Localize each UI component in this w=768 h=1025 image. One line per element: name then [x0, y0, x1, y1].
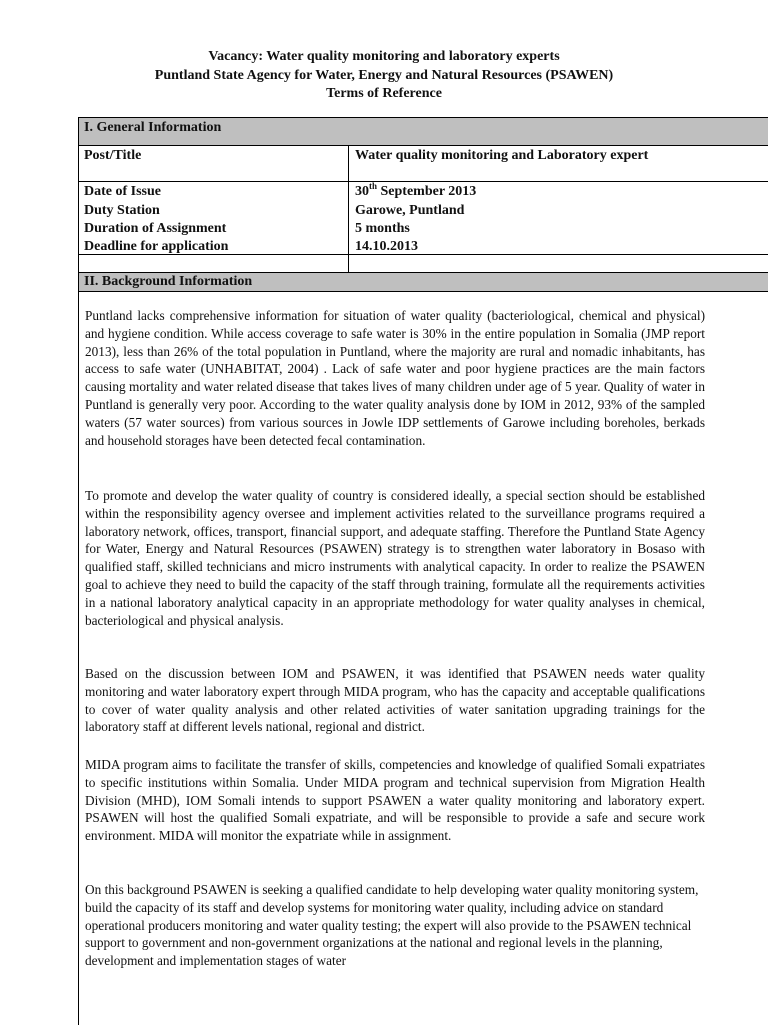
table-row-duty-station	[79, 201, 768, 219]
paragraph: To promote and develop the water quality of country is considered ideally, a special section should be established within the responsibility agency oversee and implement activities related to the surveillance programs required a laboratory network, offices, transport, financial support, and adequate staffing. Therefore the Puntland State Agency for Water, Energy and Natural Resources (PSAWEN) strategy is to strengthen water laboratory in Bosaso with qualified staff, skilled technicians and micro instruments with analytical capacity. In order to realize the PSAWEN goal to achieve they need to build the capacity of the staff through training, formulate all the requirements activities in a national laboratory analytical capacity in an appropriate methodology for water quality analyses in chemical, bacteriological and physical analysis.	[85, 488, 705, 628]
row-label: Post/Title	[79, 146, 349, 181]
row-label: Duty Station	[79, 201, 349, 219]
row-value	[349, 182, 768, 201]
paragraph: Based on the discussion between IOM and PSAWEN, it was identified that PSAWEN needs water quality monitoring and water laboratory expert through MIDA program, who has the capacity and acceptable qualifications to cover of water quality analysis and other related activities of water sanitation upgrading trainings for the laboratory staff at different levels national, regional and district.	[85, 666, 705, 735]
row-value: Garowe, Puntland	[355, 203, 465, 218]
table-row-post-title	[79, 146, 768, 182]
vacancy-title: Vacancy: Water quality monitoring and laboratory experts	[208, 49, 560, 64]
table-row-deadline	[79, 237, 768, 255]
date-rest: September 2013	[377, 184, 477, 199]
row-value-empty	[349, 255, 768, 272]
paragraph: Puntland lacks comprehensive information for situation of water quality (bacteriological, chemical and physical) and hygiene condition. While access coverage to safe water is 30% in the entire population in Somalia (JMP report 2013), less than 26% of the total population in Puntland, where the majority are rural and nomadic inhabitants, has access to safe water (UNHABITAT, 2004) . Lack of safe water and poor hygiene practices are the main factors causing mortality and water related disease that takes lives of many children under age of 5 year. Quality of water in Puntland is generally very poor. According to the water quality analysis done by IOM in 2012, 93% of the sampled waters (57 water sources) from various sources in Jowle IDP settlements of Garowe including boreholes, berkads and household storages have been detected fecal contamination.	[85, 308, 705, 448]
table-row-duration	[79, 219, 768, 237]
row-value: 5 months	[355, 221, 410, 236]
date-day: 30	[355, 184, 369, 199]
paragraph: MIDA program aims to facilitate the transfer of skills, competencies and knowledge of qualified Somali expatriates to specific institutions within Somalia. Under MIDA program and technical supervision from Migration Health Division (MHD), IOM Somali intends to support PSAWEN a water quality monitoring and laboratory expert. PSAWEN will host the qualified Somali expatriate, and will be responsible to provide a safe and secure work environment. MIDA will monitor the expatriate while in assignment.	[85, 757, 705, 844]
general-information-header: I. General Information	[79, 118, 768, 146]
row-label: Duration of Assignment	[79, 219, 349, 237]
table-row-date-of-issue	[79, 182, 768, 201]
row-value: Water quality monitoring and Laboratory expert	[355, 148, 649, 163]
table-row-empty	[79, 255, 768, 272]
paragraph: On this background PSAWEN is seeking a qualified candidate to help developing water quality monitoring system, build the capacity of its staff and develop systems for monitoring water quality, including advice on standard operational producers monitoring and water quality testing; the expert will also provide to the PSAWEN technical support to government and non-government organizations at the national and regional levels in the planning, development and implementation stages of water	[85, 882, 699, 969]
row-label-empty	[79, 255, 349, 272]
row-label: Deadline for application	[79, 237, 349, 254]
date-suffix: th	[369, 181, 378, 191]
row-label: Date of Issue	[79, 182, 349, 201]
background-information-header: II. Background Information	[79, 272, 768, 292]
document-type: Terms of Reference	[326, 86, 442, 101]
row-value: 14.10.2013	[355, 239, 418, 254]
agency-name: Puntland State Agency for Water, Energy and Natural Resources (PSAWEN)	[154, 68, 614, 83]
